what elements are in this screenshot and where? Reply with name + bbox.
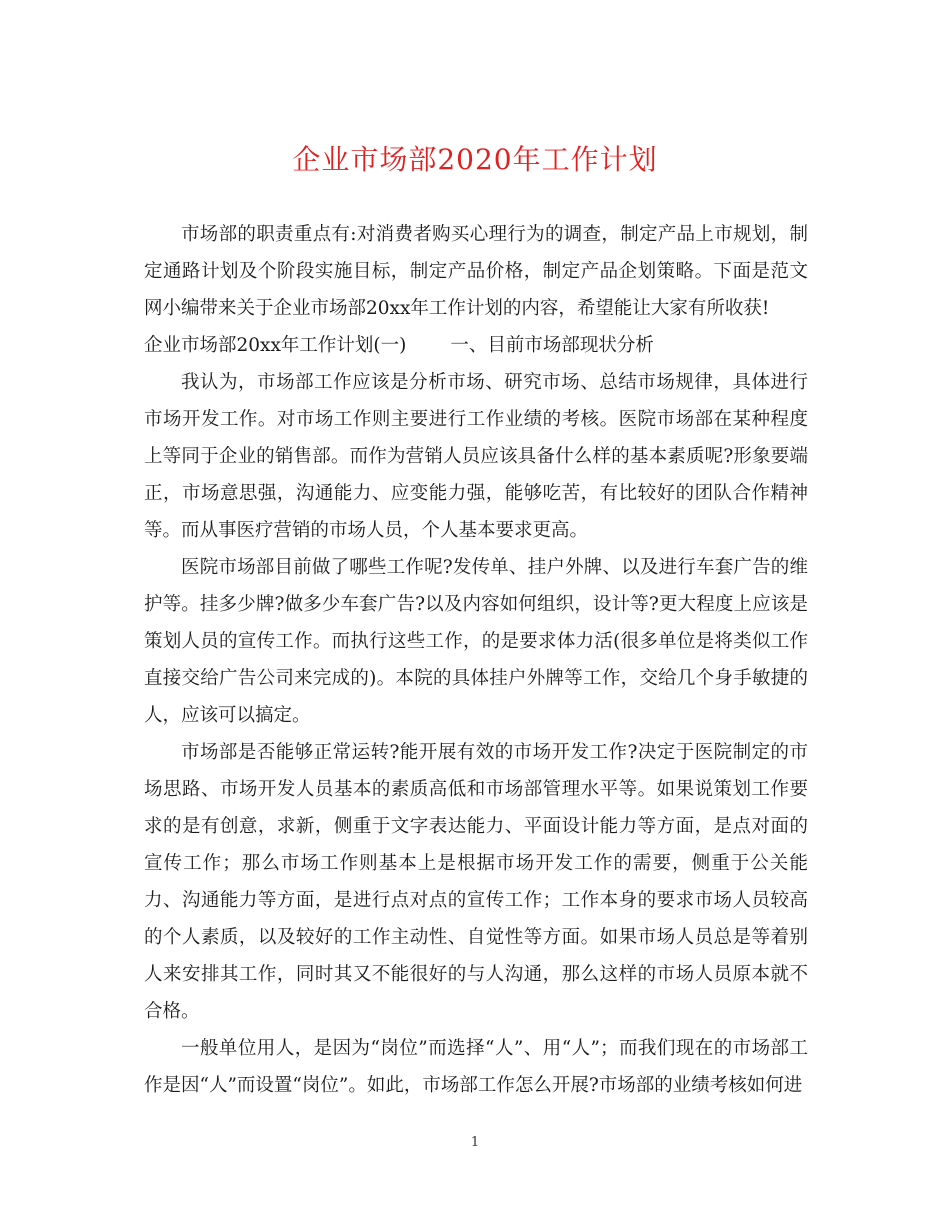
body-paragraph: 市场部是否能够正常运转?能开展有效的市场开发工作?决定于医院制定的市场思路、市场开发人员基本的素质高低和市场部管理水平等。如果说策划工作要求的是有创意，求新，侧重于文字表达能力、平面设计能力等方面，是点对面的宣传工作；那么市场工作则基本上是根据市场开发工作的需要，侧重于公关能力、沟通能力等方面，是进行点对点的宣传工作；工作本身的要求市场人员较高的个人素质，以及较好的工作主动性、自觉性等方面。如果市场人员总是等着别人来安排其工作，同时其又不能很好的与人沟通，那么这样的市场人员原本就不合格。 — [144, 742, 808, 1022]
document-body — [144, 216, 808, 1104]
body-paragraph: 医院市场部目前做了哪些工作呢?发传单、挂户外牌、以及进行车套广告的维护等。挂多少牌?做多少车套广告?以及内容如何组织，设计等?更大程度上应该是策划人员的宣传工作。而执行这些工作，的是要求体力活(很多单位是将类似工作直接交给广告公司来完成的)。本院的具体挂户外牌等工作，交给几个身手敏捷的人，应该可以搞定。 — [144, 557, 808, 726]
body-paragraph: 我认为，市场部工作应该是分析市场、研究市场、总结市场规律，具体进行市场开发工作。对市场工作则主要进行工作业绩的考核。医院市场部在某种程度上等同于企业的销售部。而作为营销人员应该具备什么样的基本素质呢?形象要端正，市场意思强，沟通能力、应变能力强，能够吃苦，有比较好的团队合作精神等。而从事医疗营销的市场人员，个人基本要求更高。 — [144, 372, 808, 541]
page-number: 1 — [470, 1135, 480, 1150]
section-heading: 企业市场部20xx年工作计划(一) — [144, 335, 407, 356]
body-paragraph: 一般单位用人，是因为“岗位”而选择“人”、用“人”；而我们现在的市场部工作是因“人”而设置“岗位”。如此，市场部工作怎么开展?市场部的业绩考核如何进 — [144, 1038, 808, 1096]
intro-paragraph: 市场部的职责重点有:对消费者购买心理行为的调查，制定产品上市规划，制定通路计划及个阶段实施目标，制定产品价格，制定产品企划策略。下面是范文网小编带来关于企业市场部20xx年工作计划的内容，希望能让大家有所收获! — [144, 224, 808, 319]
document-title: 企业市场部2020年工作计划 — [292, 143, 658, 176]
section-heading-line — [144, 327, 808, 364]
subsection-heading: 一、目前市场部现状分析 — [450, 335, 654, 356]
